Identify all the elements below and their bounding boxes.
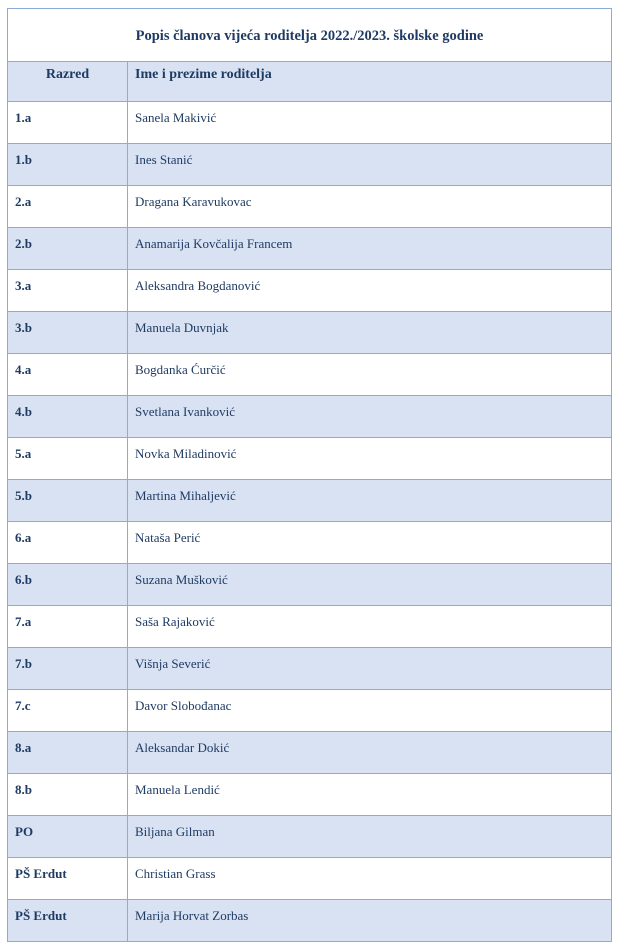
table-row xyxy=(8,858,612,900)
council-members-table xyxy=(7,8,612,942)
parent-name-cell: Manuela Duvnjak xyxy=(128,312,612,354)
table-row xyxy=(8,102,612,144)
table-title-cell xyxy=(8,9,612,62)
parent-name-cell: Aleksandar Dokić xyxy=(128,732,612,774)
parent-name-cell: Aleksandra Bogdanović xyxy=(128,270,612,312)
class-cell: 4.a xyxy=(8,354,128,396)
column-header-class: Razred xyxy=(8,62,128,102)
parent-name-cell: Davor Slobođanac xyxy=(128,690,612,732)
class-cell: 8.b xyxy=(8,774,128,816)
class-cell: 6.a xyxy=(8,522,128,564)
class-cell: 7.a xyxy=(8,606,128,648)
parent-name-cell: Martina Mihaljević xyxy=(128,480,612,522)
class-cell: 3.b xyxy=(8,312,128,354)
table-row xyxy=(8,564,612,606)
class-cell: 6.b xyxy=(8,564,128,606)
table-row xyxy=(8,186,612,228)
class-cell: 8.a xyxy=(8,732,128,774)
parent-name-cell: Dragana Karavukovac xyxy=(128,186,612,228)
class-cell: PŠ Erdut xyxy=(8,858,128,900)
table-row xyxy=(8,606,612,648)
parent-name-cell: Christian Grass xyxy=(128,858,612,900)
table-header-row xyxy=(8,62,612,102)
class-cell: 7.b xyxy=(8,648,128,690)
parent-name-cell: Suzana Mušković xyxy=(128,564,612,606)
class-cell: PŠ Erdut xyxy=(8,900,128,942)
table-row xyxy=(8,144,612,186)
table-title-row xyxy=(8,9,612,62)
class-cell: 1.b xyxy=(8,144,128,186)
table-row xyxy=(8,522,612,564)
parent-name-cell: Svetlana Ivanković xyxy=(128,396,612,438)
column-header-name: Ime i prezime roditelja xyxy=(128,62,612,102)
table-row xyxy=(8,312,612,354)
table-row xyxy=(8,228,612,270)
class-cell: 1.a xyxy=(8,102,128,144)
class-cell: 4.b xyxy=(8,396,128,438)
table-row xyxy=(8,774,612,816)
class-cell: 2.b xyxy=(8,228,128,270)
class-cell: PO xyxy=(8,816,128,858)
class-cell: 3.a xyxy=(8,270,128,312)
class-cell: 5.b xyxy=(8,480,128,522)
parent-name-cell: Novka Miladinović xyxy=(128,438,612,480)
parent-name-cell: Bogdanka Ćurčić xyxy=(128,354,612,396)
parent-name-cell: Ines Stanić xyxy=(128,144,612,186)
table-row xyxy=(8,396,612,438)
class-cell: 2.a xyxy=(8,186,128,228)
table-row xyxy=(8,816,612,858)
table-row xyxy=(8,438,612,480)
table-title: Popis članova vijeća roditelja 2022./2023. školske godine xyxy=(135,27,484,44)
parent-name-cell: Manuela Lendić xyxy=(128,774,612,816)
parent-name-cell: Saša Rajaković xyxy=(128,606,612,648)
parent-name-cell: Biljana Gilman xyxy=(128,816,612,858)
parent-name-cell: Sanela Makivić xyxy=(128,102,612,144)
parent-name-cell: Anamarija Kovčalija Francem xyxy=(128,228,612,270)
class-cell: 5.a xyxy=(8,438,128,480)
table-row xyxy=(8,900,612,942)
parent-name-cell: Nataša Perić xyxy=(128,522,612,564)
parent-name-cell: Višnja Severić xyxy=(128,648,612,690)
parent-name-cell: Marija Horvat Zorbas xyxy=(128,900,612,942)
table-row xyxy=(8,354,612,396)
class-cell: 7.c xyxy=(8,690,128,732)
table-row xyxy=(8,732,612,774)
table-row xyxy=(8,648,612,690)
table-row xyxy=(8,480,612,522)
table-row xyxy=(8,690,612,732)
table-row xyxy=(8,270,612,312)
